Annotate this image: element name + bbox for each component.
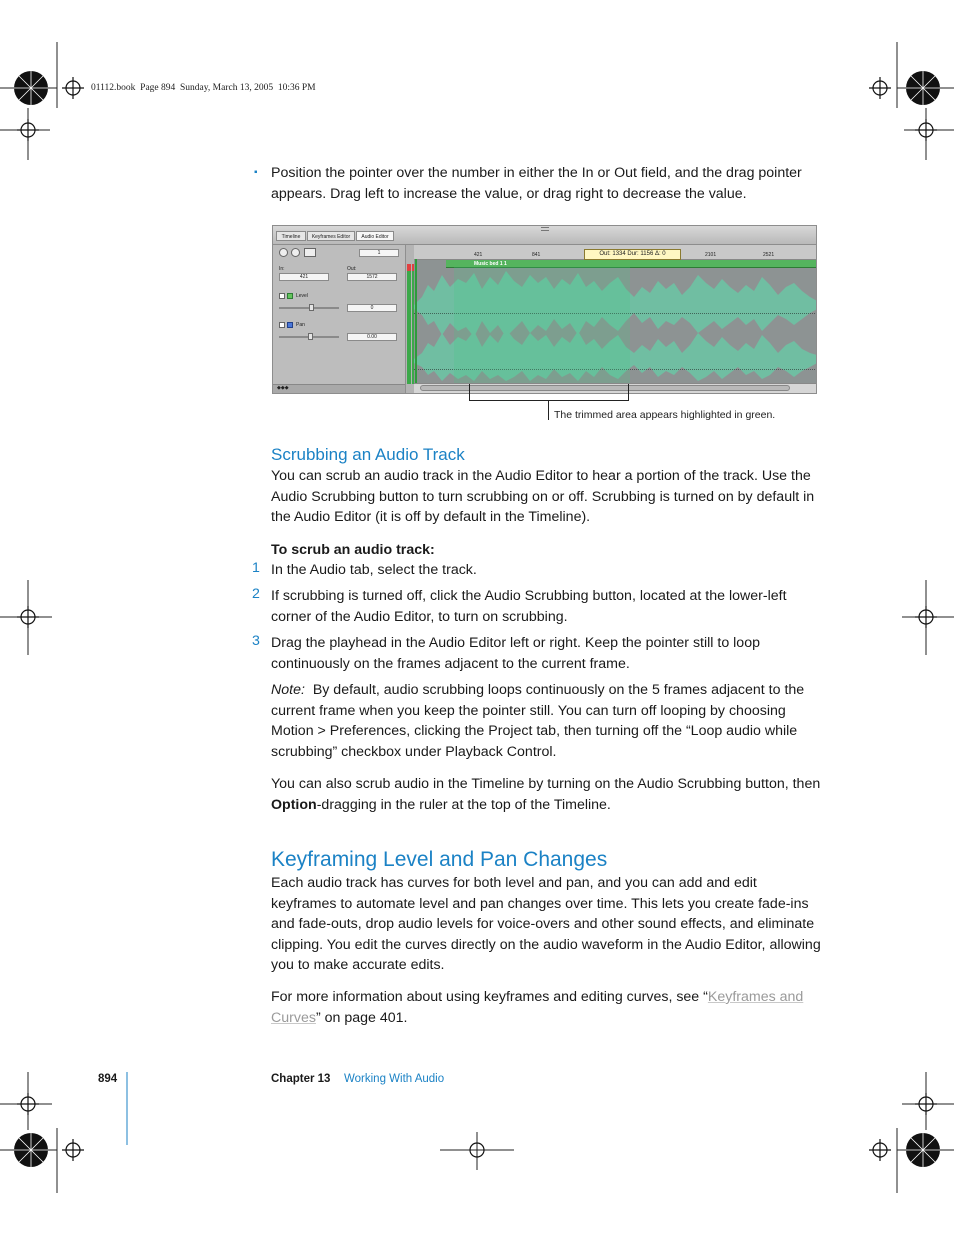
pan-field[interactable]: 0.00 <box>347 333 397 341</box>
play-button[interactable] <box>279 248 288 257</box>
intro-bullet-text: Position the pointer over the number in either the In or Out field, and the drag pointer appears. Drag left to increase the value, or drag right to decrease the value. <box>271 165 802 202</box>
waveform-area[interactable] <box>414 245 817 393</box>
level-color-swatch <box>287 293 293 299</box>
step-number: 3 <box>252 633 260 649</box>
level-field[interactable]: 0 <box>347 304 397 312</box>
option-key: Option <box>271 796 317 813</box>
trimmed-highlight <box>454 267 630 389</box>
page-number: 894 <box>98 1073 118 1085</box>
scrollbar-thumb[interactable] <box>420 385 790 391</box>
scrubbing-paragraph: You can scrub an audio track in the Audio Editor to hear a portion of the track. Use the Audio Scrubbing button to turn scrubbing on or off. Scrubbing is turned on by default in the Audio Editor (it is off by default in the Timeline). <box>271 468 815 525</box>
audio-editor-screenshot <box>272 225 817 394</box>
keyframing-paragraph: Each audio track has curves for both level and pan, and you can add and edit keyframes to automate level and pan changes over time. This lets you create fade-ins and fade-outs, drop audio levels for voice-overs and other sound effects, and eliminate clipping. You edit the curves directly on the audio waveform in the Audio Editor, allowing you to make accurate edits. <box>271 875 821 973</box>
chapter-label: Chapter 13 <box>271 1073 331 1085</box>
playhead[interactable] <box>415 259 417 383</box>
printer-slug: 01112.book Page 894 Sunday, March 13, 2005 10:36 PM <box>91 83 316 93</box>
tab-audio-editor[interactable]: Audio Editor <box>356 231 394 241</box>
resize-handle-icon[interactable] <box>541 227 549 231</box>
level-slider-knob[interactable] <box>309 304 314 311</box>
in-field[interactable]: 421 <box>279 273 329 281</box>
play-forward-button[interactable] <box>291 248 300 257</box>
pan-slider-knob[interactable] <box>308 333 313 340</box>
section-heading-scrubbing: Scrubbing an Audio Track <box>271 445 465 464</box>
out-field[interactable]: 1572 <box>347 273 397 281</box>
horizontal-scrollbar[interactable] <box>414 383 817 394</box>
step-number: 2 <box>252 586 260 602</box>
figure-caption: The trimmed area appears highlighted in green. <box>554 409 776 421</box>
audio-scrubbing-button[interactable]: ◆◆◆ <box>277 385 289 391</box>
in-label: In: <box>279 266 285 272</box>
timeline-scrub-paragraph <box>271 774 823 815</box>
editor-tab-bar <box>273 226 817 245</box>
track-name: Music bed 1 1 <box>474 261 507 267</box>
step-text: Drag the playhead in the Audio Editor left or right. Keep the pointer still to loop continuously on the frames adjacent to the current frame. <box>271 635 760 672</box>
more-info-text-end: ” on page 401. <box>315 1009 408 1026</box>
ruler-tick: 2521 <box>763 252 775 258</box>
chapter-title: Working With Audio <box>344 1073 445 1085</box>
level-checkbox[interactable] <box>279 293 285 299</box>
task-title: To scrub an audio track: <box>271 542 435 558</box>
out-label: Out: <box>347 266 357 272</box>
callout-leader <box>548 400 549 420</box>
timeline-scrub-text-end: -dragging in the ruler at the top of the Timeline. <box>316 796 611 813</box>
level-label: Level <box>296 293 308 299</box>
step-text: In the Audio tab, select the track. <box>271 562 477 578</box>
pan-color-swatch <box>287 322 293 328</box>
step-number: 1 <box>252 560 260 576</box>
pan-checkbox[interactable] <box>279 322 285 328</box>
current-frame-field[interactable]: 1 <box>359 249 399 257</box>
panel-bottom-bar <box>273 384 405 394</box>
note-text: By default, audio scrubbing loops continuously on the 5 frames adjacent to the current frame when you keep the pointer still. You can turn off looping by choosing Motion > Preferences, clicking the Project tab, then turning off the “Loop audio while scrubbing” checkbox under Playback Control. <box>271 682 805 760</box>
audio-editor-parameters <box>273 245 406 393</box>
ruler-tick: 421 <box>474 252 483 258</box>
tab-keyframes-editor[interactable]: Keyframes Editor <box>307 231 355 241</box>
level-meter-left <box>407 264 411 384</box>
section-heading-keyframing: Keyframing Level and Pan Changes <box>271 848 608 871</box>
note-paragraph <box>271 680 823 762</box>
loop-button[interactable] <box>304 248 316 257</box>
callout-bracket-right <box>628 384 629 400</box>
more-info-text: For more information about using keyframes and editing curves, see “ <box>271 989 708 1005</box>
tab-timeline[interactable]: Timeline <box>276 231 306 241</box>
keyframes-and-curves-link[interactable]: Keyframes and Curves <box>271 989 804 1026</box>
ruler-tick: 2101 <box>705 252 717 258</box>
bullet-marker: ▪ <box>254 167 258 178</box>
note-label: Note: <box>271 682 305 698</box>
callout-bracket-bottom <box>469 400 629 401</box>
trim-tooltip: Out: 1334 Dur: 1156 Δ: 0 <box>584 249 681 260</box>
step-text: If scrubbing is turned off, click the Audio Scrubbing button, located at the lower-left corner of the Audio Editor, to turn on scrubbing. <box>271 588 787 625</box>
ruler-tick: 841 <box>532 252 541 258</box>
timeline-scrub-text: You can also scrub audio in the Timeline by turning on the Audio Scrubbing button, then <box>271 776 821 792</box>
more-info-paragraph <box>271 987 823 1028</box>
pan-label: Pan <box>296 322 305 328</box>
callout-bracket-left <box>469 384 470 400</box>
